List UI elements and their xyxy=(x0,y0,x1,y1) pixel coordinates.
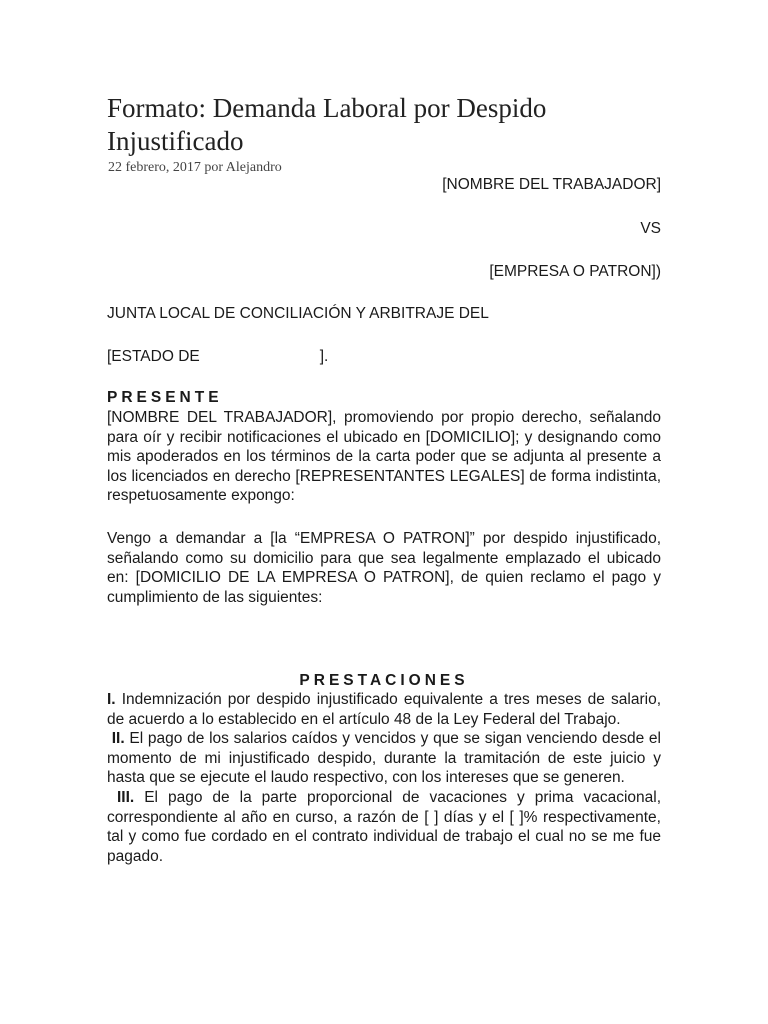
item-text: El pago de los salarios caídos y vencidos y que se sigan venciendo desde el momento de mi injustificado despido, durante la tramitación de este juicio y hasta que se ejecute el laudo respectivo, con los intereses que se generen. xyxy=(107,730,661,787)
document-title: Formato: Demanda Laboral por Despido Injustificado xyxy=(107,93,547,156)
list-item xyxy=(107,729,661,788)
employer-name-placeholder: [EMPRESA O PATRON]) xyxy=(489,263,661,280)
state-line xyxy=(107,348,328,366)
prestaciones-heading: PRESTACIONES xyxy=(299,672,469,689)
list-item xyxy=(107,690,661,729)
versus-label: VS xyxy=(640,220,661,237)
presente-paragraph: [NOMBRE DEL TRABAJADOR], promoviendo por propio derecho, señalando para oír y recibir notificaciones el ubicado en [DOMICILIO]; y designando como mis apoderados en los términos de la carta poder que se adjunta al presente a los licenciados en derecho [REPRESENTANTES LEGALES] de forma indistinta, respetuosamente expongo: xyxy=(107,409,661,505)
state-suffix: ]. xyxy=(319,348,329,365)
state-prefix: [ESTADO DE xyxy=(107,348,200,365)
presente-heading: PRESENTE xyxy=(107,389,223,406)
post-byline: 22 febrero, 2017 por Alejandro xyxy=(108,160,282,175)
worker-name-placeholder: [NOMBRE DEL TRABAJADOR] xyxy=(442,176,661,193)
item-number: I. xyxy=(107,691,116,708)
item-text: Indemnización por despido injustificado equivalente a tres meses de salario, de acuerdo a lo establecido en el artículo 48 de la Ley Federal del Trabajo. xyxy=(107,691,662,728)
labor-board-name: JUNTA LOCAL DE CONCILIACIÓN Y ARBITRAJE DEL xyxy=(107,305,489,322)
demand-paragraph: Vengo a demandar a [la “EMPRESA O PATRON]” por despido injustificado, señalando como su domicilio para que sea legalmente emplazado el ubicado en: [DOMICILIO DE LA EMPRESA O PATRON], de quien reclamo el pago y cumplimiento de las siguientes: xyxy=(107,530,661,606)
item-number: III. xyxy=(116,788,135,806)
list-item xyxy=(107,788,661,866)
item-text: El pago de la parte proporcional de vacaciones y prima vacacional, correspondiente al año en curso, a razón de [ ] días y el [ ]% respectivamente, tal y como fue cordado en el contrato individual de trabajo el cual no se me fue pagado. xyxy=(107,788,661,865)
prestaciones-list xyxy=(107,690,661,866)
item-number: II. xyxy=(111,730,125,748)
